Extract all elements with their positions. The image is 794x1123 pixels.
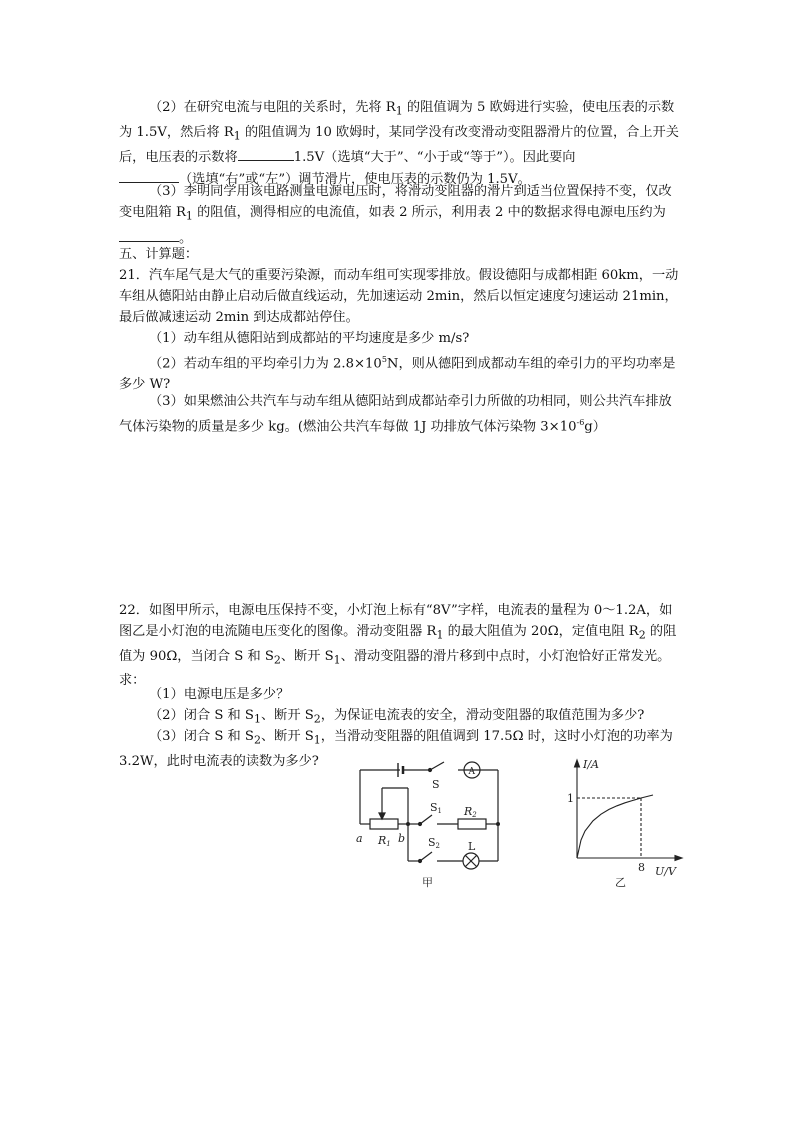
y-axis-arrow-icon [575,760,580,767]
q22-stem: 22．如图甲所示，电源电压保持不变，小灯泡上标有“8V”字样，电流表的量程为 0～1.2A，如图乙是小灯泡的电流随电压变化的图像。滑动变阻器 $R_1$ 的最大阻值为 20Ω，定值电阻 $R_2$ 的阻值为 90Ω，当闭合 S 和 $S_2$、断开 $S_1$、滑动变阻器的滑片移到中点时，小灯泡恰好正常发光。求： [119,603,677,689]
rheostat-r1-icon [370,819,398,829]
y-axis-label: I/A [583,758,599,771]
q22-sub3: （3）闭合 S 和 $S_2$、断开 $S_1$，当滑动变阻器的阻值调到 17.5Ω 时，这时小灯泡的功率为 3.2W，此时电流表的读数为多少? [119,729,673,769]
x-tick-label: 8 [638,861,645,874]
q21-stem: 21．汽车尾气是大气的重要污染源，而动车组可实现零排放。假设德阳与成都相距 60km，一动车组从德阳站由静止启动后做直线运动，先加速运动 2min，然后以恒定速度匀速运动 21min，最后做减速运动 2min 到达成都站停住。 [119,268,679,325]
label-switch-s2: S2 [428,836,441,850]
x-axis-label: U/V [655,865,676,878]
q22-sub1: （1）电源电压是多少？ [149,687,290,702]
label-rheostat-r1: R1 [378,834,391,848]
slider-arrow-icon [379,813,385,819]
series-line-lamp [577,795,653,858]
switch-s2-blade [420,852,432,861]
x-axis-arrow-icon [675,856,682,861]
switch-s1-blade [420,815,432,824]
junction-dot [406,822,410,826]
switch-s1-pivot [419,823,422,826]
y-tick-label: 1 [567,792,574,805]
graph-caption: 乙 [615,876,626,889]
q21-sub2: （2）若动车组的平均牵引力为 $2.8\times 10^5N$，则从德阳到成都动车组的牵引力的平均功率是多少 W? [119,355,676,393]
section-heading: 五、计算题： [119,247,199,262]
resistor-r2-icon [458,819,486,829]
label-lamp: L [468,840,476,853]
circuit-caption: 甲 [422,876,433,889]
junction-dot [496,822,500,826]
label-resistor-r2: R2 [464,805,477,819]
answer-blank[interactable] [119,227,179,242]
label-switch-s1: S1 [430,801,443,815]
circuit-diagram [350,758,520,893]
iu-graph [565,758,685,893]
q21-sub3: （3）如果燃油公共汽车与动车组从德阳站到成都站牵引力所做的功相同，则公共汽车排放气体污染物的质量是多少 kg。(燃油公共汽车每做 1J 功排放气体污染物 $3\times 10^{-6}g$） [119,394,672,435]
answer-blank[interactable] [238,146,294,161]
switch-s2-pivot [419,860,422,863]
label-switch-s: S [432,778,440,791]
label-ammeter: A [468,767,475,777]
q22-sub2: （2）闭合 S 和 $S_1$、断开 $S_2$，为保证电流表的安全，滑动变阻器的取值范围为多少? [149,708,645,726]
prev-question-part-3: （3）李明同学用该电路测量电源电压时，将滑动变阻器的滑片到适当位置保持不变，仅改变电阻箱 $R_1$ 的阻值，测得相应的电流值，如表 2 所示，利用表 2 中的数据求得电源电压约为。 [119,184,672,246]
prev-question-part-2: （2）在研究电流与电阻的关系时，先将 $R_1$ 的阻值调为 5 欧姆进行实验，使电压表的示数为 1.5V，然后将 $R_1$ 的阻值调为 10 欧姆时，某同学没有改变滑动变阻器滑片的位置，合上开关后，电压表的示数将 1.5V（选填“大于”、“小于或“等于”）。因此要向 （选填“右”或“左”）调节滑片，使电压表的示数仍为 1.5V。 [119,100,679,188]
label-point-b: b [398,832,406,845]
switch-s-blade [430,762,444,770]
switch-s-pivot [429,769,432,772]
q21-sub1: （1）动车组从德阳站到成都站的平均速度是多少 m/s? [149,331,470,346]
label-point-a: a [356,832,363,845]
